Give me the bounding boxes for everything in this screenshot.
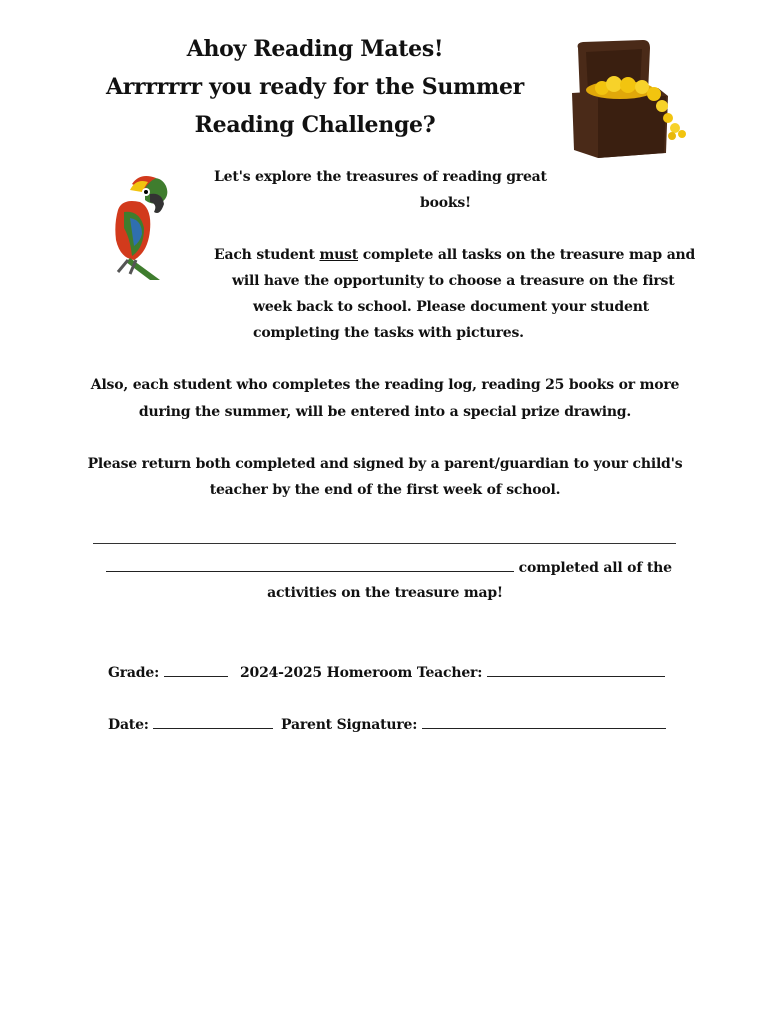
tasks-line-1-pre: Each student	[214, 247, 320, 263]
grade-label: Grade:	[108, 665, 160, 681]
intro-line-2: books!	[420, 195, 471, 211]
parent-signature-field[interactable]	[422, 716, 666, 729]
completion-line-1	[106, 559, 672, 576]
tasks-line-2: will have the opportunity to choose a treasure on the first	[232, 273, 675, 289]
date-label: Date:	[108, 717, 149, 733]
homeroom-label: 2024-2025 Homeroom Teacher:	[240, 665, 483, 681]
return-note-line-1: Please return both completed and signed by a parent/guardian to your child's	[87, 456, 683, 472]
reading-log-line-1: Also, each student who completes the reading log, reading 25 books or more	[90, 377, 680, 393]
treasure-chest-icon	[558, 38, 698, 168]
reading-log-line-2: during the summer, will be entered into a special prize drawing.	[138, 404, 632, 420]
intro-line-1: Let's explore the treasures of reading great	[214, 169, 547, 185]
title-line-3: Reading Challenge?	[194, 112, 436, 138]
date-field[interactable]	[153, 716, 273, 729]
tasks-line-4: completing the tasks with pictures.	[253, 325, 524, 341]
completion-suffix: completed all of the	[514, 560, 672, 576]
tasks-line-3: week back to school. Please document your student	[253, 299, 649, 315]
tasks-line-1-emph: must	[319, 247, 359, 263]
name-line	[93, 543, 676, 544]
page-title	[90, 30, 540, 144]
title-line-1: Ahoy Reading Mates!	[186, 36, 444, 62]
grade-field[interactable]	[164, 664, 228, 677]
homeroom-row	[240, 664, 665, 681]
tasks-line-1-post: complete all tasks on the treasure map and	[358, 247, 696, 263]
homeroom-teacher-field[interactable]	[487, 664, 665, 677]
grade-row	[108, 664, 228, 681]
date-row	[108, 716, 273, 733]
student-name-blank[interactable]	[106, 559, 514, 572]
parent-signature-label: Parent Signature:	[281, 717, 418, 733]
parrot-icon	[100, 168, 190, 283]
title-line-2: Arrrrrrr you ready for the Summer	[106, 74, 524, 100]
return-note-line-2: teacher by the end of the first week of school.	[209, 482, 561, 498]
tasks-line-1	[214, 247, 695, 263]
signature-row	[281, 716, 666, 733]
completion-line-2: activities on the treasure map!	[267, 585, 503, 601]
